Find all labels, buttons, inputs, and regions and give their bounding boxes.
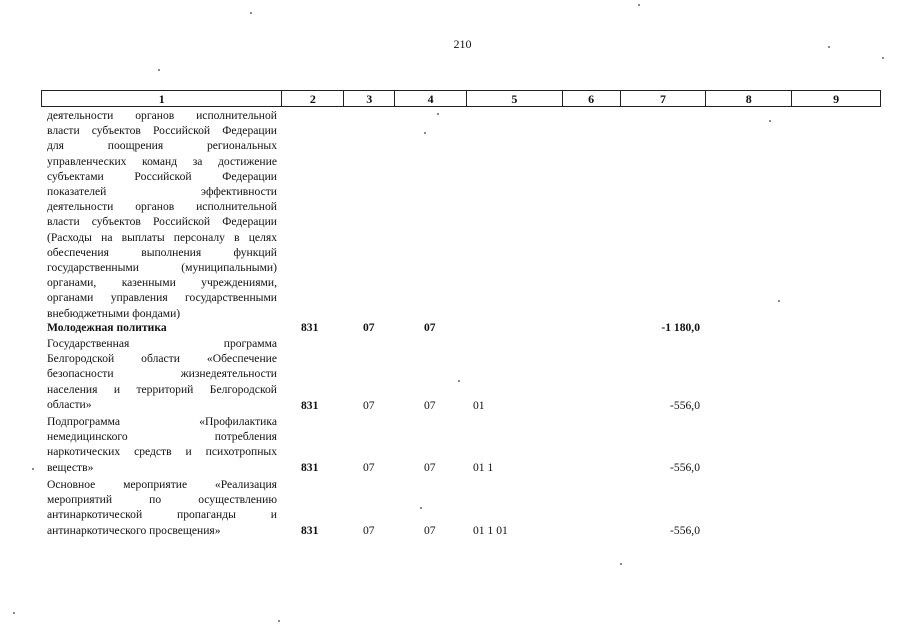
continuation-line: органами, казенными учреждениями,: [47, 276, 277, 290]
header-col-1: 1: [42, 91, 282, 106]
row-col5: 01 1: [473, 461, 494, 474]
header-col-2: 2: [282, 91, 344, 106]
row-col3: 07: [363, 399, 375, 412]
header-col-5: 5: [467, 91, 563, 106]
row-line: населения и территорий Белгородской: [47, 382, 277, 396]
row-col7: -556,0: [670, 524, 700, 537]
continuation-line: власти субъектов Российской Федерации: [47, 215, 277, 229]
header-col-7: 7: [621, 91, 707, 106]
scan-speck: [158, 69, 160, 71]
row-col3: 07: [363, 321, 375, 334]
row-line: Государственная программа: [47, 337, 277, 350]
scan-speck: [250, 12, 252, 14]
row-col4: 07: [424, 399, 436, 412]
continuation-line: внебюджетными фондами): [47, 306, 181, 320]
row-description: [47, 477, 277, 538]
scan-speck: [882, 57, 884, 59]
row-col4: 07: [424, 524, 436, 537]
scan-speck: [420, 507, 422, 509]
scan-speck: [424, 132, 426, 134]
scan-speck: [778, 300, 780, 302]
continuation-line: государственными (муниципальными): [47, 261, 277, 275]
row-line: немедицинского потребления: [47, 430, 277, 444]
row-col7: -1 180,0: [661, 321, 700, 334]
continuation-description: [47, 108, 277, 321]
scan-speck: [278, 620, 280, 622]
row-line: Молодежная политика: [47, 321, 167, 334]
page-number: 210: [453, 37, 472, 51]
continuation-line: субъектами Российской Федерации: [47, 169, 277, 183]
table-header: [41, 90, 881, 107]
row-col5: 01: [473, 399, 485, 412]
continuation-line: власти субъектов Российской Федерации: [47, 124, 277, 138]
row-line: антинаркотической пропаганды и: [47, 508, 277, 522]
row-line: Основное мероприятие «Реализация: [47, 478, 277, 491]
scan-speck: [32, 468, 34, 470]
continuation-line: показателей эффективности: [47, 185, 277, 199]
row-line: мероприятий по осуществлению: [47, 493, 277, 507]
row-col2: 831: [301, 461, 319, 474]
continuation-line: деятельности органов исполнительной: [47, 109, 277, 122]
row-line: Подпрограмма «Профилактика: [47, 415, 277, 428]
row-col3: 07: [363, 461, 375, 474]
continuation-line: (Расходы на выплаты персоналу в целях: [47, 230, 277, 244]
row-line: Белгородской области «Обеспечение: [47, 352, 277, 366]
row-col5: 01 1 01: [473, 524, 508, 537]
scan-speck: [620, 563, 622, 565]
scan-speck: [638, 4, 640, 6]
row-description: [47, 320, 277, 335]
header-col-9: 9: [833, 92, 840, 106]
row-col4: 07: [424, 461, 436, 474]
row-description: [47, 336, 277, 412]
continuation-line: обеспечения выполнения функций: [47, 245, 277, 259]
scan-speck: [458, 380, 460, 382]
row-col7: -556,0: [670, 461, 700, 474]
row-line: антинаркотического просвещения»: [47, 523, 221, 537]
header-col-6: 6: [563, 91, 621, 106]
scan-speck: [437, 113, 439, 115]
header-col-4: 4: [395, 91, 467, 106]
continuation-line: управленческих команд за достижение: [47, 154, 277, 168]
scan-speck: [828, 46, 830, 48]
row-line: наркотических средств и психотропных: [47, 445, 277, 459]
continuation-line: органами управления государственными: [47, 291, 277, 305]
scan-speck: [13, 612, 15, 614]
row-col3: 07: [363, 524, 375, 537]
scan-speck: [769, 120, 771, 122]
row-line: веществ»: [47, 460, 94, 474]
row-line: области»: [47, 397, 92, 411]
continuation-line: для поощрения региональных: [47, 139, 277, 153]
row-col7: -556,0: [670, 399, 700, 412]
row-col2: 831: [301, 321, 319, 334]
row-col4: 07: [424, 321, 436, 334]
header-col-3: 3: [344, 91, 395, 106]
row-description: [47, 414, 277, 475]
header-col-8: 8: [706, 91, 792, 106]
continuation-line: деятельности органов исполнительной: [47, 200, 277, 214]
row-col2: 831: [301, 399, 319, 412]
row-col2: 831: [301, 524, 319, 537]
row-line: безопасности жизнедеятельности: [47, 367, 277, 381]
